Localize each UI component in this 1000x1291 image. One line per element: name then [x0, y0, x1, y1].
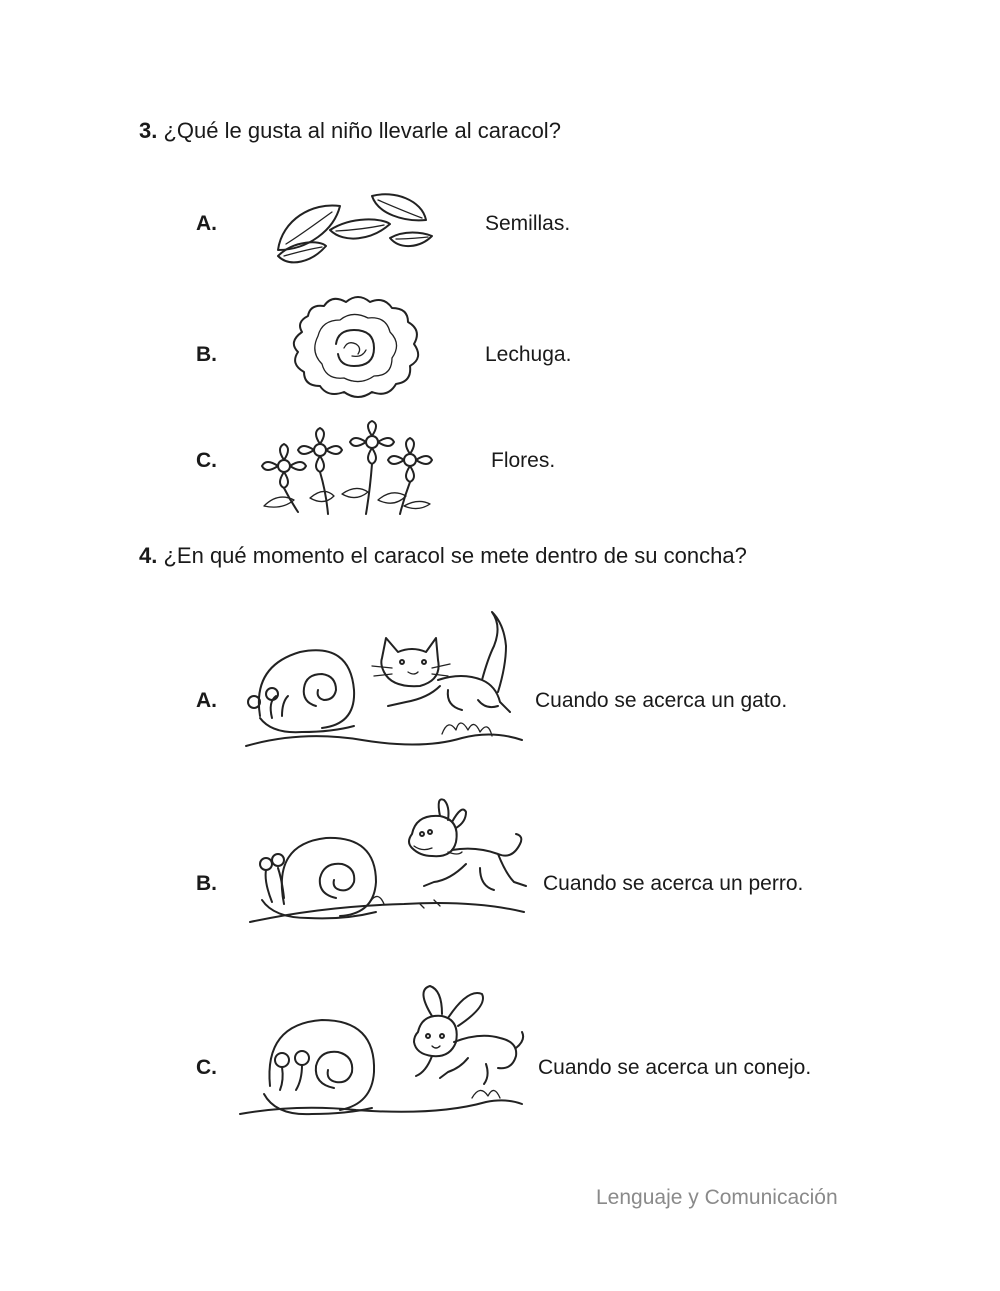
- option-text-3c: Flores.: [491, 449, 556, 472]
- snail-dog-icon: [244, 794, 534, 934]
- flowers-icon: [254, 420, 440, 520]
- snail-cat-icon: [242, 606, 532, 762]
- question-text: ¿Qué le gusta al niño llevarle al caracol?: [163, 118, 561, 143]
- option-letter-3b[interactable]: B.: [196, 343, 217, 366]
- question-4: [139, 543, 747, 569]
- seeds-icon: [272, 190, 442, 272]
- option-letter-4a[interactable]: A.: [196, 689, 217, 712]
- option-text-4a: Cuando se acerca un gato.: [535, 689, 788, 712]
- option-letter-3c[interactable]: C.: [196, 449, 217, 472]
- option-letter-4b[interactable]: B.: [196, 872, 217, 895]
- snail-rabbit-icon: [236, 984, 526, 1134]
- option-text-3a: Semillas.: [485, 212, 571, 235]
- question-number: 3.: [139, 118, 158, 143]
- option-letter-3a[interactable]: A.: [196, 212, 217, 235]
- question-3: [139, 118, 561, 144]
- option-text-3b: Lechuga.: [485, 343, 572, 366]
- option-letter-4c[interactable]: C.: [196, 1056, 217, 1079]
- question-text: ¿En qué momento el caracol se mete dentro de su concha?: [163, 543, 747, 568]
- option-text-4c: Cuando se acerca un conejo.: [538, 1056, 812, 1079]
- footer-subject: Lenguaje y Comunicación: [596, 1186, 838, 1209]
- lettuce-icon: [282, 292, 432, 402]
- question-number: 4.: [139, 543, 158, 568]
- option-text-4b: Cuando se acerca un perro.: [543, 872, 804, 895]
